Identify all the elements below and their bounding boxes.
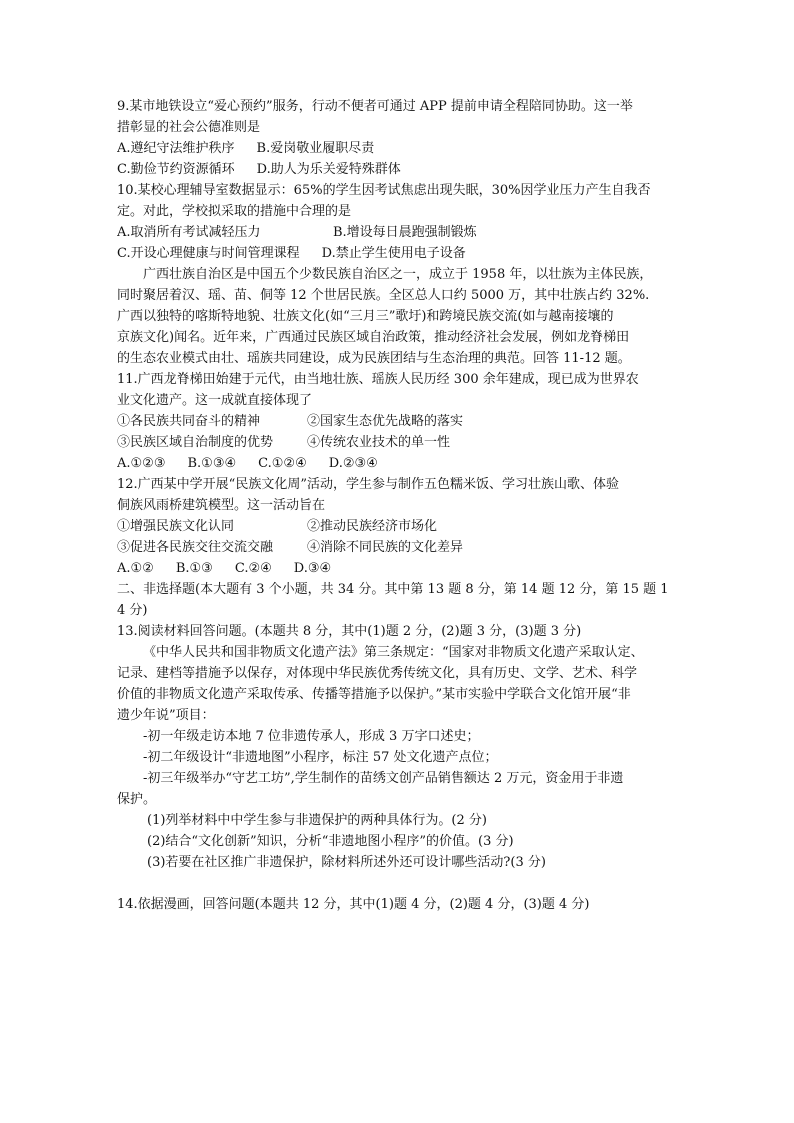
q12-item-3: ③促进各民族交往交流交融 xyxy=(117,540,274,555)
document-page xyxy=(117,96,677,915)
q12-options xyxy=(117,558,677,579)
question-13 xyxy=(117,621,677,873)
q9-option-a: A.遵纪守法维护秩序 xyxy=(117,141,235,156)
q11-stem-line1: 11.广西龙脊梯田始建于元代，由当地壮族、瑶族人民历经 300 余年建成，现已成为世界农 xyxy=(117,372,639,387)
q13-subquestion-2: (2)结合“文化创新”知识，分析“非遗地图小程序”的价值。(3 分) xyxy=(147,834,514,849)
q11-item-1: ①各民族共同奋斗的精神 xyxy=(117,414,261,429)
q11-items-row2 xyxy=(117,432,677,453)
question-11 xyxy=(117,369,677,474)
q9-stem-line2: 措彰显的社会公德准则是 xyxy=(117,120,261,135)
q12-option-a: A.①② xyxy=(117,561,154,576)
section-2-line2: 4 分) xyxy=(117,603,148,618)
material-line4: 京族文化)闻名。近年来，广西通过民族区域自治政策，推动经济社会发展，例如龙脊梯田 xyxy=(117,330,630,345)
q11-item-3: ③民族区域自治制度的优势 xyxy=(117,435,274,450)
q14-title: 14.依据漫画，回答问题(本题共 12 分，其中(1)题 4 分，(2)题 4 分，(3)题 4 分) xyxy=(117,897,590,912)
q10-options-row2 xyxy=(117,243,677,264)
q13-material-line1: 《中华人民共和国非物质文化遗产法》第三条规定：“国家对非物质文化遗产采取认定、 xyxy=(143,645,644,660)
q13-bullet-1: -初一年级走访本地 7 位非遗传承人，形成 3 万字口述史； xyxy=(143,729,480,744)
q12-option-b: B.①③ xyxy=(175,561,213,576)
q12-items-row2 xyxy=(117,537,677,558)
question-14 xyxy=(117,894,677,915)
q9-option-c: C.勤俭节约资源循环 xyxy=(117,162,235,177)
q10-stem-line1: 10.某校心理辅导室数据显示：65%的学生因考试焦虑出现失眠，30%因学业压力产生自我否 xyxy=(117,183,651,198)
q12-option-c: C.②④ xyxy=(234,561,272,576)
blank-spacer xyxy=(117,873,677,894)
q13-bullet-3-line2: 保护。 xyxy=(117,792,157,807)
q10-option-a: A.取消所有考试减轻压力 xyxy=(117,225,261,240)
q10-options-row1 xyxy=(117,222,677,243)
q10-option-b: B.增设每日晨跑强制锻炼 xyxy=(333,225,477,240)
q12-items-row1 xyxy=(117,516,677,537)
q13-material-line4: 遗少年说”项目： xyxy=(117,708,215,723)
q11-option-a: A.①②③ xyxy=(117,456,166,471)
q13-material-line3: 价值的非物质文化遗产采取传承、传播等措施予以保护。”某市实验中学联合文化馆开展“非 xyxy=(117,687,631,702)
q10-option-d: D.禁止学生使用电子设备 xyxy=(321,246,466,261)
question-10 xyxy=(117,180,677,264)
q12-item-4: ④消除不同民族的文化差异 xyxy=(307,540,464,555)
q11-item-4: ④传统农业技术的单一性 xyxy=(307,435,451,450)
q9-options-row2 xyxy=(117,159,677,180)
section-2-header xyxy=(117,579,677,621)
q11-stem-line2: 业文化遗产。这一成就直接体现了 xyxy=(117,393,313,408)
q12-item-1: ①增强民族文化认同 xyxy=(117,519,235,534)
question-12 xyxy=(117,474,677,579)
q13-subquestion-1: (1)列举材料中中学生参与非遗保护的两种具体行为。(2 分) xyxy=(147,813,487,828)
q13-material-line2: 记录、建档等措施予以保存，对体现中华民族优秀传统文化，具有历史、文学、艺术、科学 xyxy=(117,666,638,681)
q13-bullet-3-line1: -初三年级举办“守艺工坊”,学生制作的苗绣文创产品销售额达 2 万元，资金用于非遗 xyxy=(143,771,624,786)
q12-item-2: ②推动民族经济市场化 xyxy=(307,519,438,534)
q11-option-d: D.②③④ xyxy=(328,456,378,471)
q12-stem-line2: 侗族风雨桥建筑模型。这一活动旨在 xyxy=(117,498,326,513)
q9-option-d: D.助人为乐关爱特殊群体 xyxy=(256,162,401,177)
material-line5: 的生态农业模式由壮、瑶族共同建设，成为民族团结与生态治理的典范。回答 11-12 题。 xyxy=(117,351,631,366)
q13-bullet-2: -初二年级设计“非遗地图”小程序，标注 57 处文化遗产点位； xyxy=(143,750,498,765)
q13-title: 13.阅读材料回答问题。(本题共 8 分，其中(1)题 2 分，(2)题 3 分，(3)题 3 分) xyxy=(117,624,582,639)
q11-options xyxy=(117,453,677,474)
q11-option-c: C.①②④ xyxy=(258,456,307,471)
material-line2: 同时聚居着汉、瑶、苗、侗等 12 个世居民族。全区总人口约 5000 万，其中壮族占约 32%. xyxy=(117,288,650,303)
q11-item-2: ②国家生态优先战略的落实 xyxy=(307,414,464,429)
q10-option-c: C.开设心理健康与时间管理课程 xyxy=(117,246,300,261)
section-2-line1: 二、非选择题(本大题有 3 个小题，共 34 分。其中第 13 题 8 分，第 14 题 12 分，第 15 题 1 xyxy=(117,582,669,597)
material-line1: 广西壮族自治区是中国五个少数民族自治区之一，成立于 1958 年，以壮族为主体民族， xyxy=(143,267,653,282)
q9-stem-line1: 9.某市地铁设立“爱心预约”服务，行动不便者可通过 APP 提前申请全程陪同协助。这一举 xyxy=(117,99,633,114)
material-guangxi xyxy=(117,264,677,369)
q12-option-d: D.③④ xyxy=(293,561,332,576)
q9-option-b: B.爱岗敬业履职尽责 xyxy=(256,141,375,156)
q9-options-row1 xyxy=(117,138,677,159)
q13-subquestion-3: (3)若要在社区推广非遗保护，除材料所述外还可设计哪些活动?(3 分) xyxy=(147,855,546,870)
question-9 xyxy=(117,96,677,180)
q11-option-b: B.①③④ xyxy=(187,456,237,471)
q12-stem-line1: 12.广西某中学开展“民族文化周”活动，学生参与制作五色糯米饭、学习壮族山歌、体验 xyxy=(117,477,619,492)
q11-items-row1 xyxy=(117,411,677,432)
q10-stem-line2: 定。对此，学校拟采取的措施中合理的是 xyxy=(117,204,352,219)
material-line3: 广西以独特的喀斯特地貌、壮族文化(如“三月三”歌圩)和跨境民族交流(如与越南接壤的 xyxy=(117,309,614,324)
